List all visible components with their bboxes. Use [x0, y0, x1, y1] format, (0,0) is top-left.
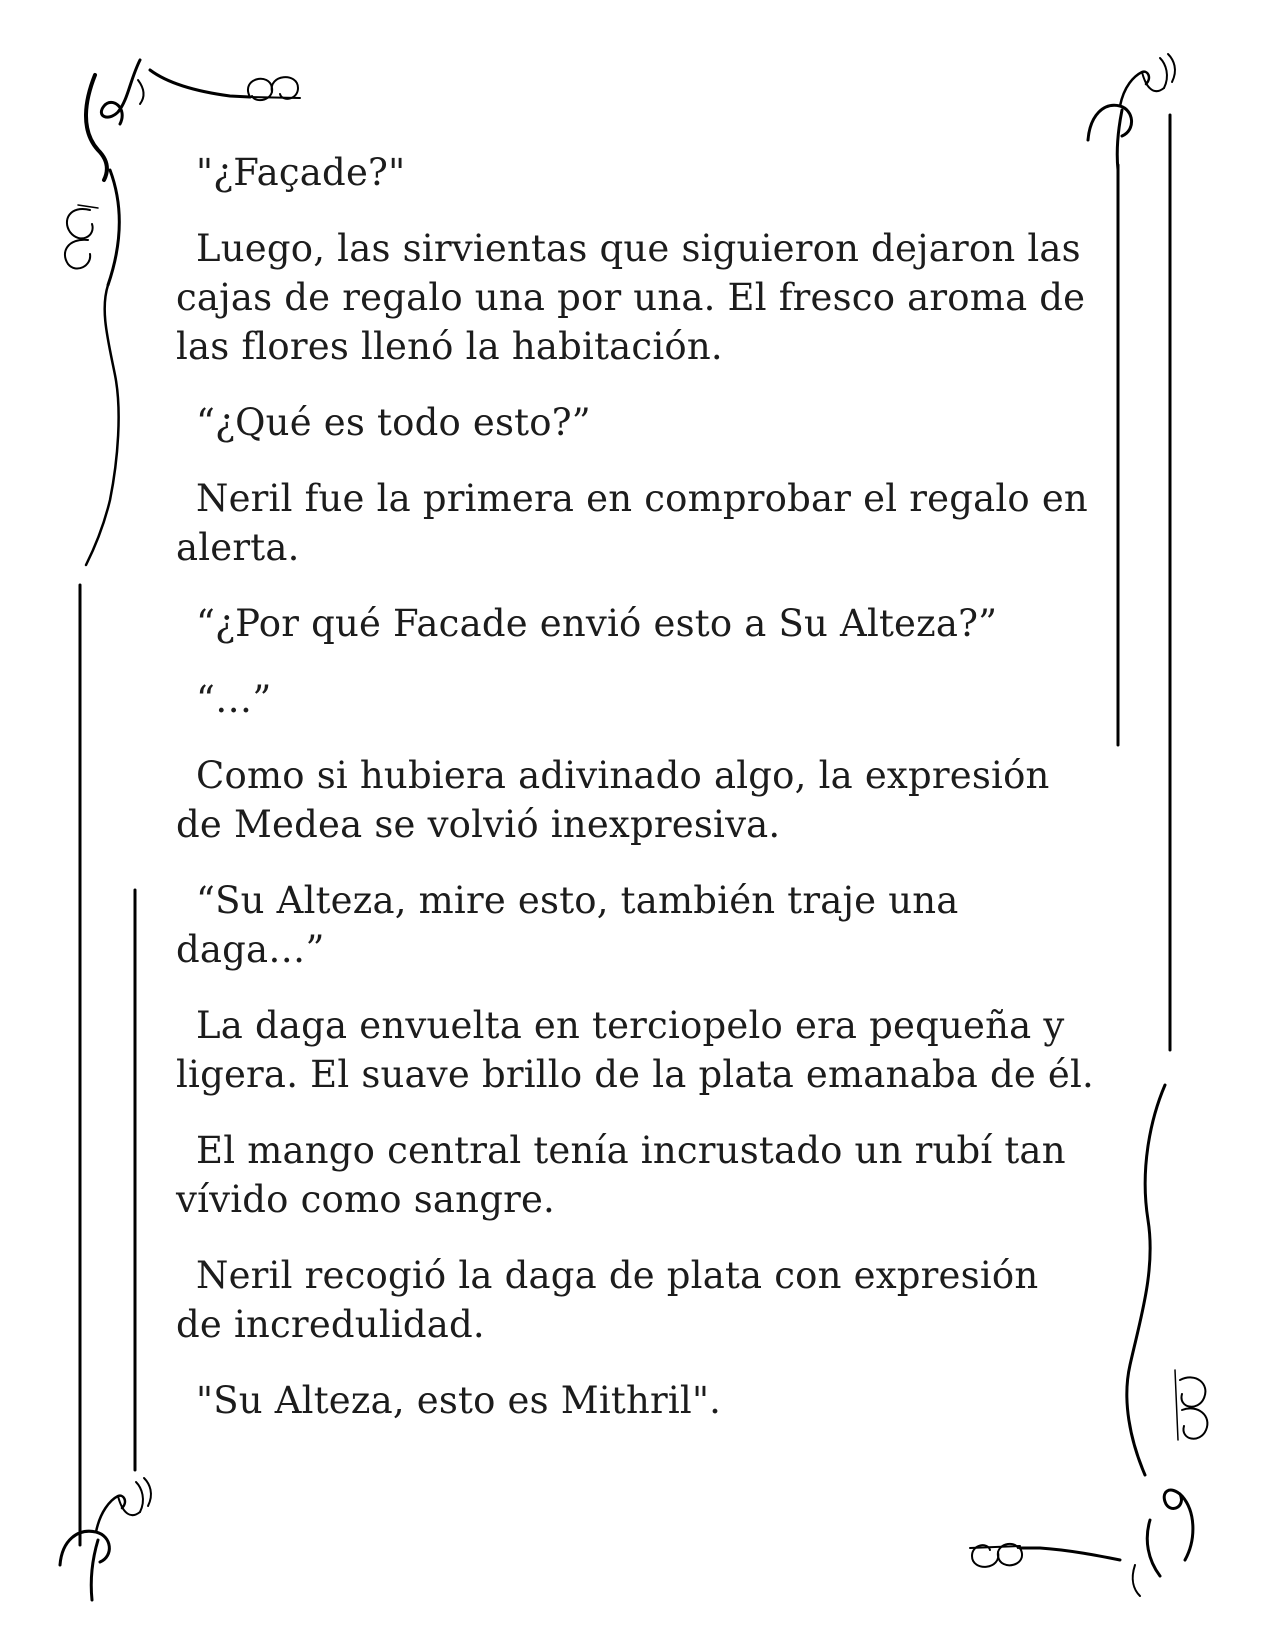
ornamental-flourish-top-right-icon: [1088, 54, 1175, 170]
paragraph: Luego, las sirvientas que siguieron dejaron las cajas de regalo una por una. El fresco aroma de las flores llenó la habitación.: [176, 227, 1086, 368]
paragraph: Neril recogió la daga de plata con expresión de incredulidad.: [176, 1254, 1039, 1346]
ornamental-flourish-bottom-left-icon: [60, 1478, 151, 1600]
document-body: [176, 148, 1096, 1452]
paragraph: Como si hubiera adivinado algo, la expresión de Medea se volvió inexpresiva.: [176, 754, 1050, 846]
paragraph: “¿Qué es todo esto?”: [196, 401, 591, 444]
paragraph: “¿Por qué Facade envió esto a Su Alteza?”: [196, 602, 998, 645]
paragraph: El mango central tenía incrustado un rubí tan vívido como sangre.: [176, 1129, 1066, 1221]
paragraph: "Su Alteza, esto es Mithril".: [196, 1379, 722, 1422]
paragraph: "¿Façade?": [196, 151, 406, 194]
paragraph: Neril fue la primera en comprobar el regalo en alerta.: [176, 477, 1088, 569]
paragraph: La daga envuelta en terciopelo era pequeña y ligera. El suave brillo de la plata emanaba de él.: [176, 1004, 1094, 1096]
paragraph: “…”: [196, 678, 272, 721]
paragraph: “Su Alteza, mire esto, también traje una daga…”: [176, 879, 959, 971]
